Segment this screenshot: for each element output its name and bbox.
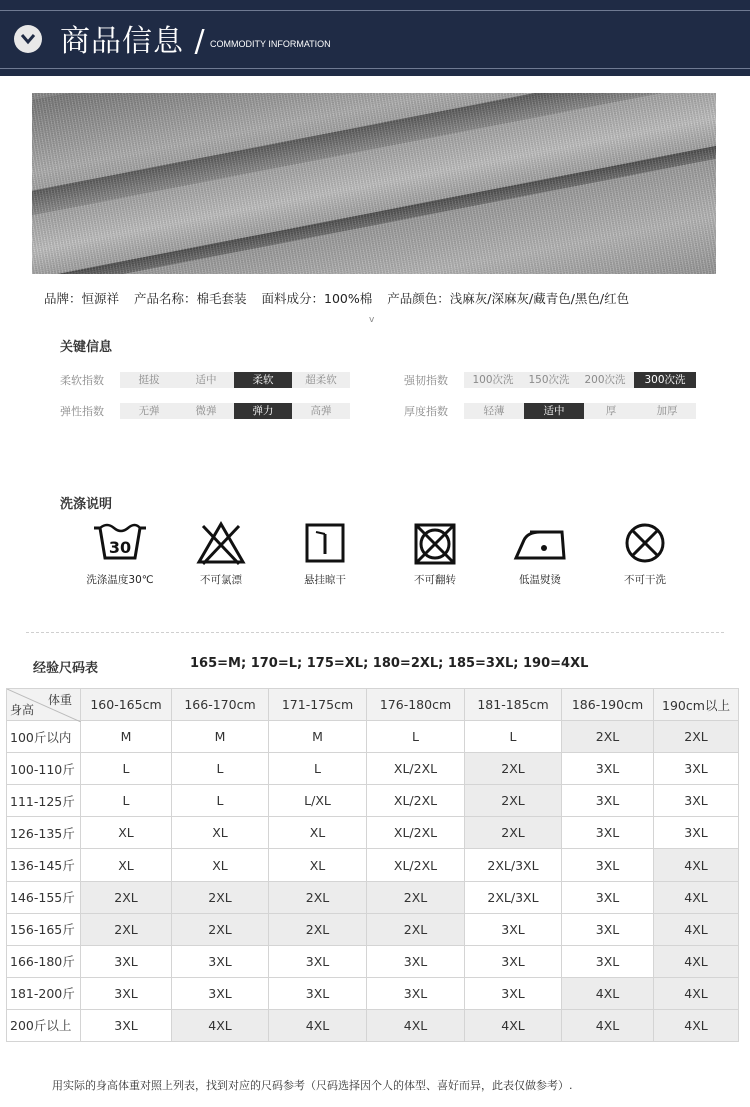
row-weight-label: 126-135斤 bbox=[7, 817, 81, 849]
size-cell: 4XL bbox=[367, 1009, 465, 1041]
size-cell: 3XL bbox=[465, 977, 562, 1009]
size-cell: L bbox=[81, 753, 172, 785]
size-cell: 4XL bbox=[654, 849, 739, 881]
size-cell: 3XL bbox=[465, 945, 562, 977]
size-cell: 3XL bbox=[562, 881, 654, 913]
row-weight-label: 100-110斤 bbox=[7, 753, 81, 785]
size-cell: 3XL bbox=[562, 817, 654, 849]
key-option: 150次洗 bbox=[522, 372, 576, 388]
footnote: 用实际的身高体重对照上列表，找到对应的尺码参考（尺码选择因个人的体型、喜好而异，此表仅做参考）. bbox=[52, 1079, 573, 1092]
size-cell: 2XL bbox=[367, 881, 465, 913]
header-title: 商品信息 / bbox=[60, 24, 206, 59]
row-weight-label: 111-125斤 bbox=[7, 785, 81, 817]
size-cell: 2XL bbox=[172, 881, 269, 913]
key-option: 100次洗 bbox=[464, 372, 522, 388]
product-fabric: 面料成分：100%棉 bbox=[261, 291, 373, 306]
row-weight-label: 136-145斤 bbox=[7, 849, 81, 881]
size-cell: 3XL bbox=[465, 913, 562, 945]
size-cell: L bbox=[81, 785, 172, 817]
wash-item bbox=[385, 520, 485, 587]
key-label: 厚度指数 bbox=[404, 405, 448, 418]
table-row bbox=[7, 785, 739, 817]
size-cell: XL bbox=[269, 817, 367, 849]
row-weight-label: 156-165斤 bbox=[7, 913, 81, 945]
size-cell: XL bbox=[81, 817, 172, 849]
table-row bbox=[7, 1009, 739, 1041]
row-weight-label: 146-155斤 bbox=[7, 881, 81, 913]
size-cell: 4XL bbox=[269, 1009, 367, 1041]
key-option: 超柔软 bbox=[292, 372, 350, 388]
size-cell: XL bbox=[269, 849, 367, 881]
key-option-active: 适中 bbox=[524, 403, 584, 419]
no-dry-clean-icon bbox=[622, 520, 668, 566]
header-rule-top bbox=[0, 10, 750, 11]
wash-item bbox=[595, 520, 695, 587]
size-cell: L bbox=[269, 753, 367, 785]
column-header: 190cm以上 bbox=[654, 689, 739, 721]
size-cell: 4XL bbox=[172, 1009, 269, 1041]
key-option: 200次洗 bbox=[576, 372, 634, 388]
chevron-down-circle-icon bbox=[14, 25, 42, 53]
size-cell: 2XL bbox=[172, 913, 269, 945]
size-cell: XL/2XL bbox=[367, 785, 465, 817]
key-row-thickness bbox=[404, 403, 696, 419]
corner-bottom-label: 身高 bbox=[10, 703, 35, 718]
size-cell: XL/2XL bbox=[367, 817, 465, 849]
low-iron-icon bbox=[510, 520, 570, 566]
size-cell: 3XL bbox=[654, 753, 739, 785]
size-cell: M bbox=[172, 721, 269, 753]
key-label: 弹性指数 bbox=[60, 405, 104, 418]
size-cell: 4XL bbox=[654, 913, 739, 945]
size-cell: 2XL bbox=[81, 913, 172, 945]
size-cell: L/XL bbox=[269, 785, 367, 817]
size-cell: 3XL bbox=[81, 1009, 172, 1041]
column-header: 186-190cm bbox=[562, 689, 654, 721]
size-cell: 4XL bbox=[562, 977, 654, 1009]
header-rule-bottom bbox=[0, 68, 750, 69]
key-option-active: 300次洗 bbox=[634, 372, 696, 388]
key-row-durability bbox=[404, 372, 696, 388]
wash-item bbox=[490, 520, 590, 587]
wash-caption: 低温熨烫 bbox=[519, 574, 561, 586]
size-cell: 3XL bbox=[172, 977, 269, 1009]
size-cell: 3XL bbox=[562, 945, 654, 977]
key-option: 微弹 bbox=[178, 403, 234, 419]
size-cell: 4XL bbox=[654, 945, 739, 977]
size-table bbox=[6, 688, 739, 1042]
key-option: 无弹 bbox=[120, 403, 178, 419]
product-info-line bbox=[44, 289, 644, 307]
key-info-title: 关键信息 bbox=[60, 340, 113, 355]
size-cell: 3XL bbox=[654, 785, 739, 817]
size-cell: XL bbox=[81, 849, 172, 881]
row-weight-label: 166-180斤 bbox=[7, 945, 81, 977]
size-cell: 3XL bbox=[562, 913, 654, 945]
row-weight-label: 100斤以内 bbox=[7, 721, 81, 753]
size-cell: XL/2XL bbox=[367, 849, 465, 881]
size-cell: 3XL bbox=[269, 977, 367, 1009]
size-cell: 3XL bbox=[562, 753, 654, 785]
size-cell: 4XL bbox=[654, 1009, 739, 1041]
key-option-active: 弹力 bbox=[234, 403, 292, 419]
table-row bbox=[7, 849, 739, 881]
table-row bbox=[7, 753, 739, 785]
size-cell: 2XL bbox=[562, 721, 654, 753]
wash-caption: 不可干洗 bbox=[624, 574, 666, 586]
size-cell: 4XL bbox=[465, 1009, 562, 1041]
corner-top-label: 体重 bbox=[47, 693, 72, 707]
key-option: 加厚 bbox=[638, 403, 696, 419]
size-cell: 2XL/3XL bbox=[465, 849, 562, 881]
size-cell: 2XL/3XL bbox=[465, 881, 562, 913]
table-row bbox=[7, 945, 739, 977]
table-row bbox=[7, 913, 739, 945]
size-cell: L bbox=[465, 721, 562, 753]
size-cell: 2XL bbox=[367, 913, 465, 945]
size-cell: L bbox=[172, 753, 269, 785]
key-option: 高弹 bbox=[292, 403, 350, 419]
size-cell: 3XL bbox=[562, 785, 654, 817]
size-cell: 2XL bbox=[465, 785, 562, 817]
size-cell: 2XL bbox=[465, 753, 562, 785]
wash-caption: 不可翻转 bbox=[414, 574, 456, 586]
column-header: 166-170cm bbox=[172, 689, 269, 721]
key-label: 强韧指数 bbox=[404, 374, 448, 387]
table-corner-cell bbox=[7, 689, 81, 721]
size-cell: M bbox=[269, 721, 367, 753]
key-option: 适中 bbox=[178, 372, 234, 388]
size-chart-title: 经验尺码表 bbox=[33, 661, 99, 676]
wash-caption: 不可氯漂 bbox=[200, 574, 242, 586]
size-cell: 3XL bbox=[81, 977, 172, 1009]
size-cell: 2XL bbox=[269, 881, 367, 913]
product-brand: 品牌：恒源祥 bbox=[44, 291, 120, 306]
size-cell: 3XL bbox=[269, 945, 367, 977]
table-header-row bbox=[7, 689, 739, 721]
fabric-photo bbox=[32, 93, 716, 274]
size-cell: 3XL bbox=[654, 817, 739, 849]
size-cell: 3XL bbox=[367, 945, 465, 977]
size-cell: 3XL bbox=[172, 945, 269, 977]
wash-item bbox=[70, 520, 170, 587]
size-cell: 3XL bbox=[562, 849, 654, 881]
column-header: 176-180cm bbox=[367, 689, 465, 721]
table-row bbox=[7, 881, 739, 913]
product-colors: 产品颜色：浅麻灰/深麻灰/藏青色/黑色/红色 bbox=[387, 291, 630, 306]
row-weight-label: 200斤以上 bbox=[7, 1009, 81, 1041]
size-cell: L bbox=[172, 785, 269, 817]
no-bleach-icon bbox=[195, 520, 247, 566]
size-cell: L bbox=[367, 721, 465, 753]
size-cell: 2XL bbox=[81, 881, 172, 913]
size-mapping: 165=M; 170=L; 175=XL; 180=2XL; 185=3XL; 190=4XL bbox=[190, 656, 589, 671]
row-weight-label: 181-200斤 bbox=[7, 977, 81, 1009]
wash-title: 洗涤说明 bbox=[60, 497, 113, 512]
column-header: 160-165cm bbox=[81, 689, 172, 721]
key-option: 厚 bbox=[584, 403, 638, 419]
size-cell: 3XL bbox=[367, 977, 465, 1009]
size-cell: M bbox=[81, 721, 172, 753]
key-label: 柔软指数 bbox=[60, 374, 104, 387]
key-row-softness bbox=[60, 372, 350, 388]
wash-item bbox=[275, 520, 375, 587]
divider bbox=[26, 632, 724, 633]
size-cell: XL bbox=[172, 849, 269, 881]
no-tumble-dry-icon bbox=[411, 520, 459, 566]
size-cell: 4XL bbox=[654, 881, 739, 913]
size-cell: 2XL bbox=[269, 913, 367, 945]
table-row bbox=[7, 977, 739, 1009]
section-header bbox=[0, 0, 750, 76]
wash-caption: 洗涤温度30℃ bbox=[86, 574, 154, 586]
size-cell: 2XL bbox=[465, 817, 562, 849]
table-row bbox=[7, 721, 739, 753]
wash-item bbox=[171, 520, 271, 587]
key-option-active: 柔软 bbox=[234, 372, 292, 388]
header-subtitle: COMMODITY INFORMATION bbox=[210, 39, 331, 49]
size-cell: 2XL bbox=[654, 721, 739, 753]
key-option: 挺拔 bbox=[120, 372, 178, 388]
column-header: 171-175cm bbox=[269, 689, 367, 721]
size-cell: XL bbox=[172, 817, 269, 849]
table-row bbox=[7, 817, 739, 849]
size-cell: XL/2XL bbox=[367, 753, 465, 785]
key-option: 轻薄 bbox=[464, 403, 524, 419]
size-cell: 4XL bbox=[562, 1009, 654, 1041]
wash-30-icon bbox=[90, 520, 150, 566]
wash-temp-number: 30 bbox=[108, 538, 132, 557]
hang-dry-icon bbox=[302, 520, 348, 566]
key-row-elasticity bbox=[60, 403, 350, 419]
small-mark: v bbox=[369, 315, 375, 325]
column-header: 181-185cm bbox=[465, 689, 562, 721]
wash-caption: 悬挂晾干 bbox=[304, 574, 346, 586]
size-cell: 4XL bbox=[654, 977, 739, 1009]
product-name: 产品名称：棉毛套装 bbox=[134, 291, 247, 306]
size-cell: 3XL bbox=[81, 945, 172, 977]
